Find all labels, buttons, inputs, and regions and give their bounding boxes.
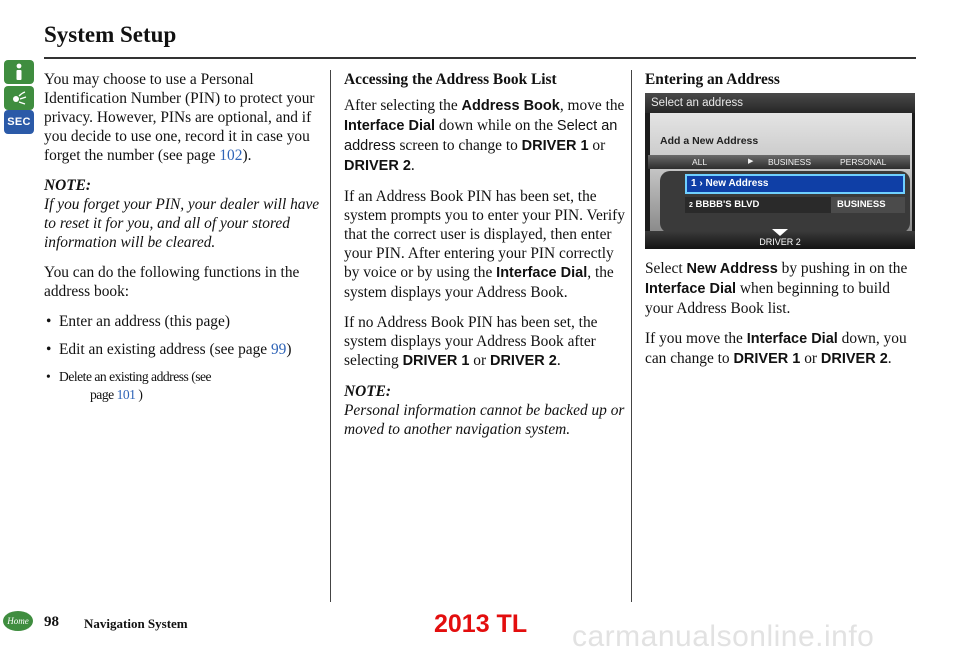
title-divider xyxy=(44,57,916,59)
entering-address-heading: Entering an Address xyxy=(645,71,780,88)
voice-command-icon[interactable] xyxy=(4,86,34,110)
accessing-address-book-heading: Accessing the Address Book List xyxy=(344,71,557,88)
note-body: If you forget your PIN, your dealer will have to reset it for you, and all of your stored information will be cleared. xyxy=(44,196,320,251)
driver-selector[interactable]: DRIVER 2 xyxy=(645,231,915,249)
add-new-address-option[interactable]: Add a New Address xyxy=(660,135,759,147)
nav-screen-image xyxy=(645,93,915,249)
model-watermark: 2013 TL xyxy=(434,610,528,638)
note-heading: NOTE: xyxy=(344,383,392,400)
address-category: BUSINESS xyxy=(831,197,905,213)
site-watermark: carmanualsonline.info xyxy=(572,620,875,653)
bullet-delete-address: • Delete an existing address (see page 101 ) xyxy=(44,368,322,404)
accessing-paragraph-3: If no Address Book PIN has been set, the system displays your Address Book after selecting DRIVER 1 or DRIVER 2. xyxy=(344,314,598,369)
column-divider-1 xyxy=(330,70,331,602)
page-number: 98 xyxy=(44,614,59,630)
info-icon[interactable] xyxy=(4,60,34,84)
page-link-102[interactable]: 102 xyxy=(219,147,243,164)
nav-screen-title: Select an address xyxy=(645,93,915,113)
column-left xyxy=(44,70,322,413)
accessing-paragraph-2: If an Address Book PIN has been set, the system prompts you to enter your PIN. Verify that the correct user is displayed, then enter your PIN. After entering your PIN correctly by voice or by using the Interface Dial, the system displays your Address Book. xyxy=(344,188,625,301)
list-item-address[interactable]: 2 BBBB'S BLVD BUSINESS xyxy=(685,197,905,213)
home-icon[interactable]: Home xyxy=(3,611,33,631)
bullet-enter-address: • Enter an address (this page) xyxy=(44,312,322,331)
tab-all[interactable]: ALL xyxy=(692,157,708,167)
column-divider-2 xyxy=(631,70,632,602)
column-middle xyxy=(344,70,626,450)
page-link-101[interactable]: 101 xyxy=(116,387,136,402)
tab-personal[interactable]: PERSONAL xyxy=(840,157,887,167)
note-body: Personal information cannot be backed up or moved to another navigation system. xyxy=(344,402,625,438)
page-link-99[interactable]: 99 xyxy=(270,341,287,358)
bullet-edit-address: • Edit an existing address (see page 99) xyxy=(44,340,322,359)
tab-business[interactable]: BUSINESS xyxy=(768,157,811,167)
down-arrow-icon xyxy=(772,229,788,236)
accessing-paragraph-1: After selecting the Address Book, move the Interface Dial down while on the Select an address screen to change to DRIVER 1 or DRIVER 2. xyxy=(344,97,625,174)
manual-name: Navigation System xyxy=(84,616,188,631)
category-tabs xyxy=(648,155,910,169)
section-index-icon[interactable]: SEC xyxy=(4,110,34,134)
entering-paragraph-1: Select New Address by pushing in on the Interface Dial when beginning to build your Address Book list. xyxy=(645,260,908,317)
chevron-right-icon: › xyxy=(699,178,703,189)
note-heading: NOTE: xyxy=(44,177,92,194)
pin-intro-paragraph: You may choose to use a Personal Identification Number (PIN) to protect your privacy. However, PINs are optional, and if you decide to use one, record it in case you forget the number (see page 102). xyxy=(44,71,315,164)
entering-paragraph-2: If you move the Interface Dial down, you can change to DRIVER 1 or DRIVER 2. xyxy=(645,330,907,367)
functions-intro: You can do the following functions in the address book: xyxy=(44,264,300,300)
page-title: System Setup xyxy=(44,22,177,47)
list-item-new-address[interactable]: 1 › New Address xyxy=(685,174,905,194)
column-right-body xyxy=(645,259,920,380)
tab-arrow-icon: ▶ xyxy=(748,158,754,165)
